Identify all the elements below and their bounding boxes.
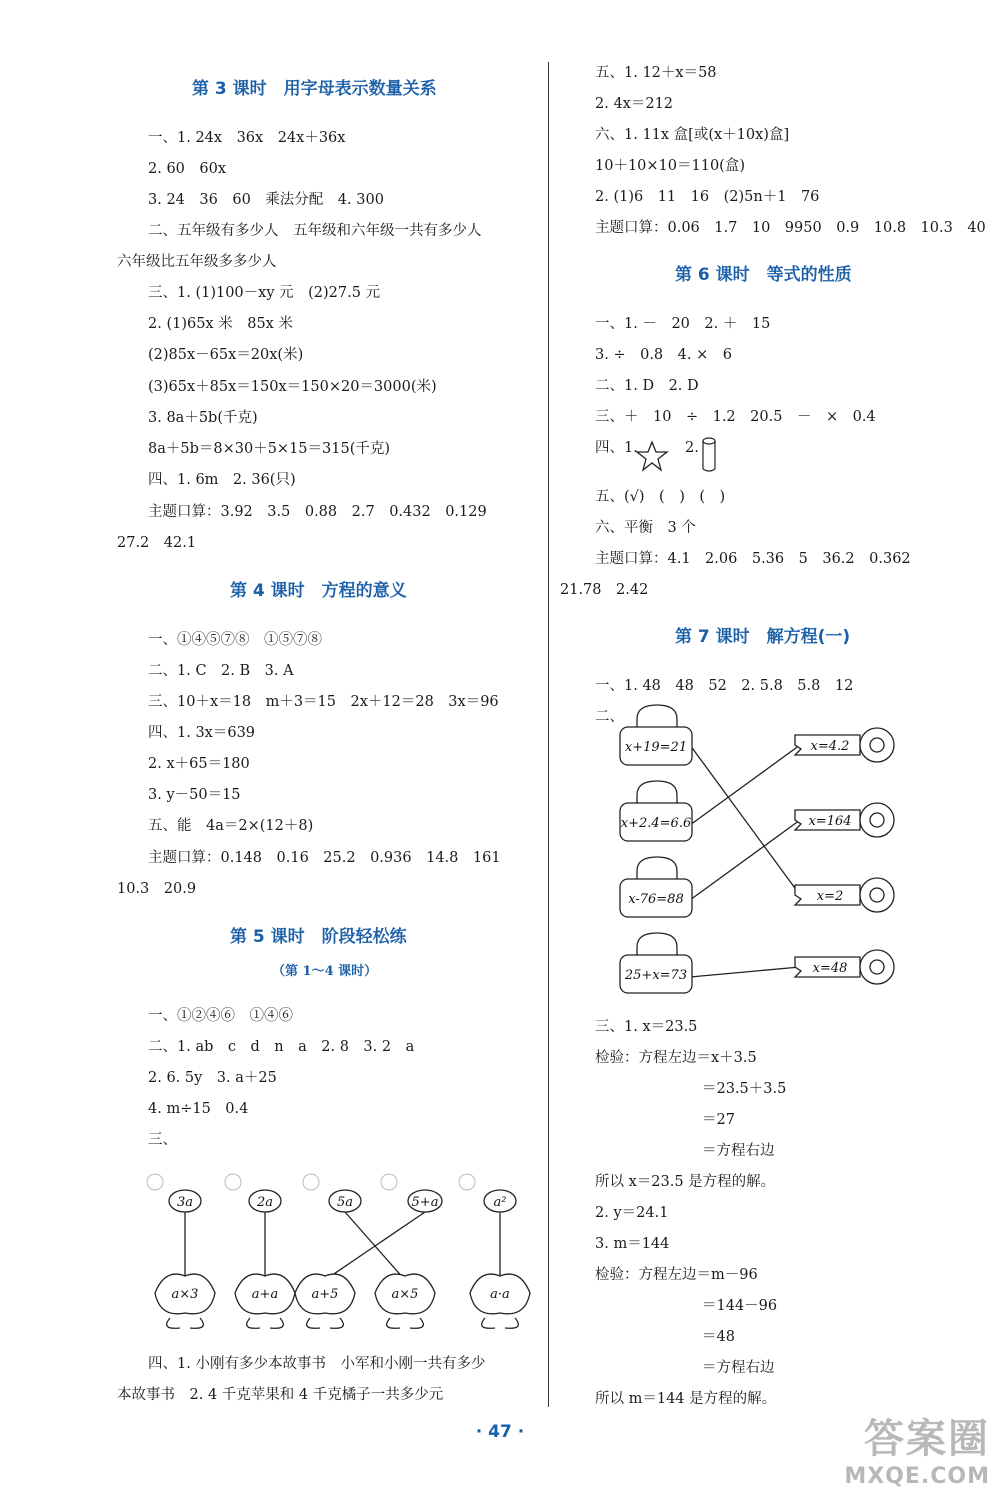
key-label: x=4.2 bbox=[810, 739, 850, 754]
answer-line: 二、1. ab c d n a 2. 8 3. 2 a bbox=[148, 1039, 415, 1055]
key-label: x=48 bbox=[812, 961, 848, 976]
column-divider bbox=[548, 62, 549, 1407]
cylinder-icon bbox=[701, 436, 717, 474]
bubble-label: a² bbox=[493, 1195, 507, 1210]
answer-line: 一、1. － 20 2. ＋ 15 bbox=[595, 316, 771, 332]
flower-label: a×3 bbox=[171, 1287, 199, 1302]
answer-line: 2. 4x＝212 bbox=[595, 96, 674, 112]
answer-line: 四、1. 小刚有多少本故事书 小军和小刚一共有多少 bbox=[148, 1356, 486, 1372]
answer-line: 三、10＋x＝18 m＋3＝15 2x＋12＝28 3x＝96 bbox=[148, 694, 499, 710]
flower-label: a+5 bbox=[311, 1287, 339, 1302]
lock-key-matching-diagram bbox=[615, 705, 955, 1010]
answer-line: 10.3 20.9 bbox=[117, 881, 197, 897]
answer-line: 六、平衡 3 个 bbox=[595, 520, 696, 536]
answer-line: 二、1. D 2. D bbox=[595, 378, 699, 394]
key-label: x=164 bbox=[808, 814, 852, 829]
answer-line: (3)65x＋85x＝150x＝150×20＝3000(米) bbox=[148, 379, 437, 395]
lock-label: x+2.4=6.6 bbox=[620, 816, 692, 831]
answer-line: 本故事书 2. 4 千克苹果和 4 千克橘子一共多少元 bbox=[117, 1387, 444, 1403]
flower-matching-diagram bbox=[125, 1168, 545, 1343]
answer-line: 3. m＝144 bbox=[595, 1236, 670, 1252]
answer-line: 2. (1)65x 米 85x 米 bbox=[148, 316, 293, 332]
flower-label: a+a bbox=[251, 1287, 279, 1302]
answer-line: 四、1. 6m 2. 36(只) bbox=[148, 472, 296, 488]
answer-line: 五、能 4a＝2×(12＋8) bbox=[148, 818, 314, 834]
answer-line: 主题口算：3.92 3.5 0.88 2.7 0.432 0.129 bbox=[148, 504, 487, 520]
answer-line: 四、1. bbox=[595, 440, 638, 456]
answer-line: 五、1. 12＋x＝58 bbox=[595, 65, 717, 81]
answer-line: 8a＋5b＝8×30＋5×15＝315(千克) bbox=[148, 441, 391, 457]
lock bbox=[620, 705, 692, 765]
answer-line: 三、＋ 10 ÷ 1.2 20.5 － × 0.4 bbox=[595, 409, 876, 425]
answer-line: 检验：方程左边＝m－96 bbox=[595, 1267, 758, 1283]
star-icon bbox=[635, 440, 669, 472]
answer-line: ＝方程右边 bbox=[702, 1143, 775, 1159]
answer-line: 2. 60 60x bbox=[148, 161, 227, 177]
answer-line: ＝144－96 bbox=[702, 1298, 778, 1314]
answer-line: 三、1. (1)100－xy 元 (2)27.5 元 bbox=[148, 285, 381, 301]
answer-line: 二、五年级有多少人 五年级和六年级一共有多少人 bbox=[148, 223, 482, 239]
answer-line: 21.78 2.42 bbox=[560, 582, 649, 598]
answer-line: 3. ÷ 0.8 4. × 6 bbox=[595, 347, 732, 363]
answer-line: 一、①④⑤⑦⑧ ①⑤⑦⑧ bbox=[148, 632, 322, 648]
answer-line: 10＋10×10＝110(盒) bbox=[595, 158, 745, 174]
lock-label: x+19=21 bbox=[624, 740, 688, 755]
answer-line: 六、1. 11x 盒[或(x＋10x)盒] bbox=[595, 127, 790, 143]
answer-line: 一、①②④⑥ ①④⑥ bbox=[148, 1008, 293, 1024]
key bbox=[795, 878, 894, 912]
answer-line: 二、1. C 2. B 3. A bbox=[148, 663, 294, 679]
answer-line: 2. y＝24.1 bbox=[595, 1205, 669, 1221]
lesson-5-title: 第 5 课时 阶段轻松练 bbox=[230, 927, 407, 947]
lock bbox=[620, 857, 692, 917]
answer-line: 所以 x＝23.5 是方程的解。 bbox=[595, 1174, 776, 1190]
answer-line: 主题口算：0.06 1.7 10 9950 0.9 10.8 10.3 40 bbox=[595, 220, 986, 236]
flower-label: a×5 bbox=[391, 1287, 419, 1302]
answer-line: 六年级比五年级多多少人 bbox=[117, 254, 277, 270]
answer-line: 二、 bbox=[595, 709, 624, 725]
answer-line: ＝48 bbox=[702, 1329, 735, 1345]
answer-line: 一、1. 24x 36x 24x＋36x bbox=[148, 130, 346, 146]
answer-line: 三、 bbox=[148, 1132, 177, 1148]
lock bbox=[620, 781, 692, 841]
answer-line: 3. 24 36 60 乘法分配 4. 300 bbox=[148, 192, 384, 208]
key-label: x=2 bbox=[816, 889, 844, 904]
answer-line: 主题口算：0.148 0.16 25.2 0.936 14.8 161 bbox=[148, 850, 501, 866]
lock-label: 25+x=73 bbox=[624, 968, 688, 983]
lesson-7-title: 第 7 课时 解方程(一) bbox=[675, 627, 851, 647]
answer-line: 三、1. x＝23.5 bbox=[595, 1019, 698, 1035]
lock-label: x-76=88 bbox=[628, 892, 684, 907]
answer-line: 2. bbox=[685, 440, 699, 456]
answer-line: 3. y－50＝15 bbox=[148, 787, 241, 803]
bubble-label: 3a bbox=[176, 1195, 194, 1210]
lesson-3-title: 第 3 课时 用字母表示数量关系 bbox=[192, 79, 437, 99]
answer-line: 检验：方程左边＝x＋3.5 bbox=[595, 1050, 757, 1066]
bubble-label: 2a bbox=[256, 1195, 274, 1210]
answer-line: ＝27 bbox=[702, 1112, 735, 1128]
answer-line: 一、1. 48 48 52 2. 5.8 5.8 12 bbox=[595, 678, 854, 694]
bubble-label: 5a bbox=[336, 1195, 354, 1210]
answer-line: 2. (1)6 11 16 (2)5n＋1 76 bbox=[595, 189, 820, 205]
flower-label: a·a bbox=[490, 1287, 510, 1302]
answer-line: (2)85x－65x＝20x(米) bbox=[148, 347, 304, 363]
answer-line: 27.2 42.1 bbox=[117, 535, 197, 551]
lesson-6-title: 第 6 课时 等式的性质 bbox=[675, 265, 852, 285]
watermark-logo bbox=[844, 1407, 990, 1489]
answer-line: ＝方程右边 bbox=[702, 1360, 775, 1376]
answer-line: 2. x＋65＝180 bbox=[148, 756, 250, 772]
watermark-title: 答案圈 bbox=[864, 1416, 990, 1462]
answer-line: 五、(√) ( ) ( ) bbox=[595, 489, 726, 505]
lesson-4-title: 第 4 课时 方程的意义 bbox=[230, 581, 407, 601]
answer-line: 3. 8a＋5b(千克) bbox=[148, 410, 258, 426]
answer-line: 主题口算：4.1 2.06 5.36 5 36.2 0.362 bbox=[595, 551, 911, 567]
sun-sketches bbox=[147, 1174, 475, 1190]
answer-line: 4. m÷15 0.4 bbox=[148, 1101, 249, 1117]
answer-line: 所以 m＝144 是方程的解。 bbox=[595, 1391, 777, 1407]
lock bbox=[620, 933, 692, 993]
answer-line: 四、1. 3x＝639 bbox=[148, 725, 256, 741]
bubble-label: 5+a bbox=[411, 1195, 439, 1210]
answer-line: 2. 6. 5y 3. a＋25 bbox=[148, 1070, 277, 1086]
page-number: · 47 · bbox=[475, 1422, 525, 1442]
lesson-5-subtitle: （第 1～4 课时） bbox=[272, 964, 378, 979]
watermark-url: MXQE.COM bbox=[844, 1464, 990, 1489]
answer-line: ＝23.5＋3.5 bbox=[702, 1081, 787, 1097]
